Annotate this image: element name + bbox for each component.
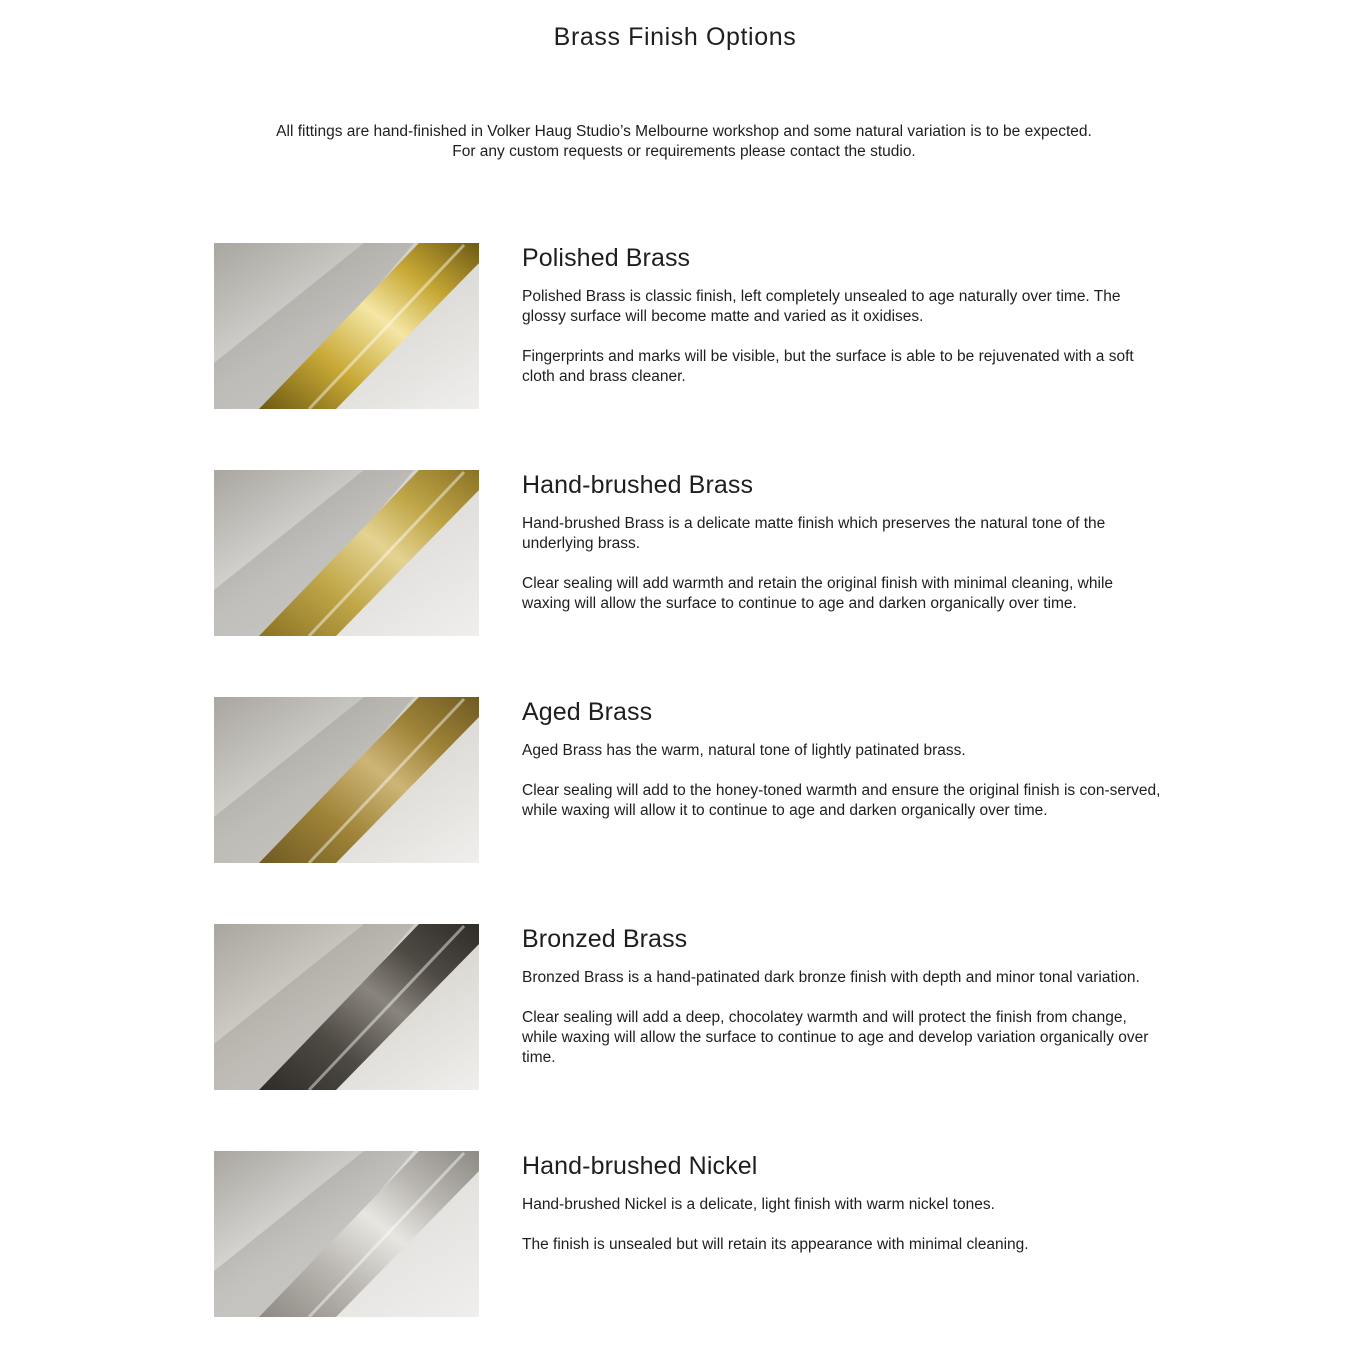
finish-description: Polished Brass is classic finish, left completely unsealed to age naturally over time. The glossy surface will become matte and varied as it oxidises.: [522, 288, 1121, 325]
finish-text: [522, 1151, 1162, 1275]
swatch-photo: [214, 697, 479, 863]
finish-description: Hand-brushed Nickel is a delicate, light finish with warm nickel tones.: [522, 1196, 995, 1213]
finish-description: Hand-brushed Brass is a delicate matte finish which preserves the natural tone of the underlying brass.: [522, 515, 1106, 552]
finish-swatch-image: [214, 697, 479, 863]
finish-hand-brushed-nickel: [214, 1151, 1174, 1321]
finish-hand-brushed-brass: [214, 470, 1174, 640]
finish-care-note: Clear sealing will add warmth and retain the original finish with minimal cleaning, while waxing will allow the surface to continue to age and darken organically over time.: [522, 575, 1114, 612]
intro-line-2: For any custom requests or requirements please contact the studio.: [452, 143, 916, 160]
finish-name: Polished Brass: [522, 244, 691, 272]
finish-care-note: Clear sealing will add to the honey-toned warmth and ensure the original finish is con-served, while waxing will allow it to continue to age and darken organically over time.: [522, 782, 1161, 819]
intro-text: [0, 122, 1350, 162]
finish-name: Bronzed Brass: [522, 925, 688, 953]
finish-swatch-image: [214, 1151, 479, 1317]
intro-line-1: All fittings are hand-finished in Volker Haug Studio’s Melbourne workshop and some natural variation is to be expected.: [276, 123, 1092, 140]
finish-description: Aged Brass has the warm, natural tone of lightly patinated brass.: [522, 742, 966, 759]
page-title: Brass Finish Options: [553, 23, 797, 51]
finish-aged-brass: [214, 697, 1174, 867]
finish-polished-brass: [214, 243, 1174, 413]
swatch-photo: [214, 924, 479, 1090]
swatch-photo: [214, 1151, 479, 1317]
finish-care-note: Clear sealing will add a deep, chocolatey warmth and will protect the finish from change, while waxing will allow the surface to continue to age and develop variation organically over time.: [522, 1009, 1149, 1066]
swatch-photo: [214, 470, 479, 636]
finish-name: Hand-brushed Brass: [522, 471, 754, 499]
finish-text: [522, 697, 1162, 841]
finish-text: [522, 924, 1162, 1088]
finish-swatch-image: [214, 243, 479, 409]
finish-name: Aged Brass: [522, 698, 653, 726]
swatch-photo: [214, 243, 479, 409]
finish-name: Hand-brushed Nickel: [522, 1152, 758, 1180]
finish-bronzed-brass: [214, 924, 1174, 1094]
finish-text: [522, 470, 1162, 634]
finish-swatch-image: [214, 924, 479, 1090]
finish-care-note: Fingerprints and marks will be visible, but the surface is able to be rejuvenated with a soft cloth and brass cleaner.: [522, 348, 1134, 385]
finish-description: Bronzed Brass is a hand-patinated dark bronze finish with depth and minor tonal variation.: [522, 969, 1140, 986]
finish-text: [522, 243, 1162, 407]
finish-swatch-image: [214, 470, 479, 636]
finish-care-note: The finish is unsealed but will retain its appearance with minimal cleaning.: [522, 1236, 1029, 1253]
